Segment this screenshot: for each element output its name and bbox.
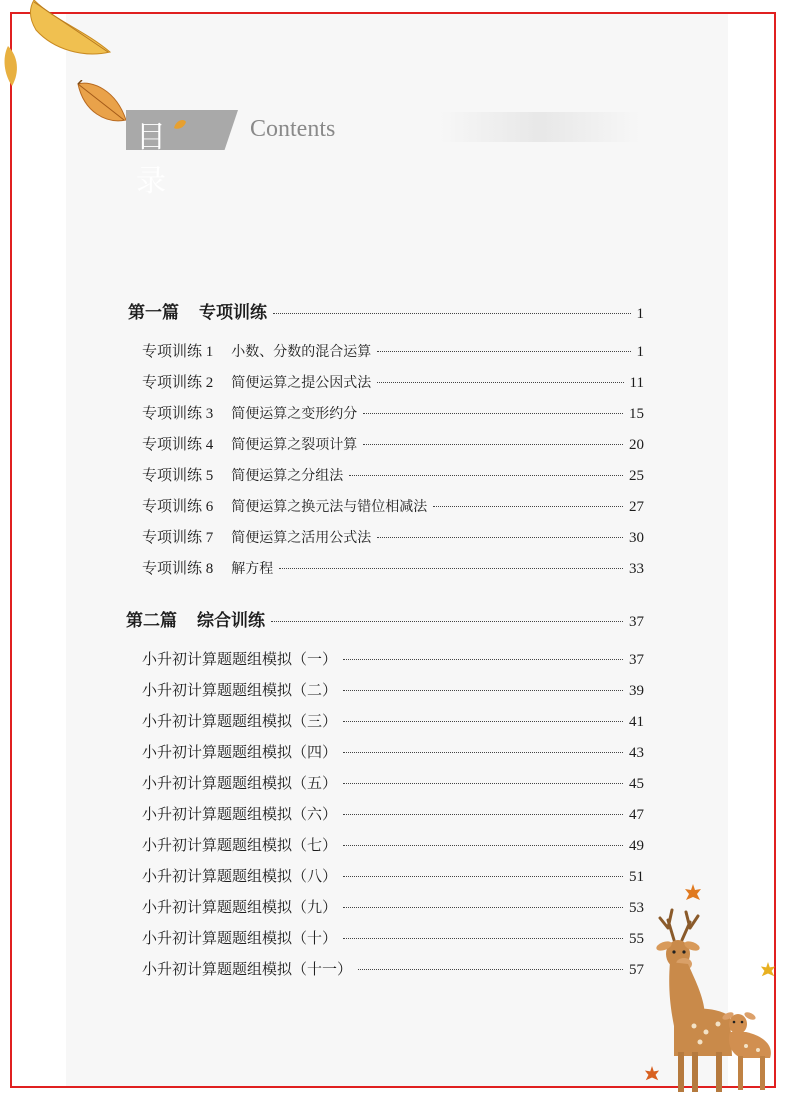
entry-label: 专项训练 1 <box>142 344 214 360</box>
page-number: 27 <box>629 499 644 515</box>
entry-title: 小升初计算题题组模拟（七） <box>142 838 338 854</box>
page-number: 1 <box>636 344 644 360</box>
page-number: 20 <box>629 437 644 453</box>
page-number: 41 <box>629 714 644 730</box>
dot-leader <box>343 876 623 877</box>
entry-title: 小升初计算题题组模拟（五） <box>142 776 338 792</box>
page-number: 51 <box>629 869 644 885</box>
entry-title: 简便运算之活用公式法 <box>231 530 372 546</box>
toc-entry[interactable] <box>142 958 644 979</box>
entry-title: 小升初计算题题组模拟（八） <box>142 869 338 885</box>
dot-leader <box>343 845 623 846</box>
entry-title: 小升初计算题题组模拟（十一） <box>142 962 353 978</box>
entry-title: 小升初计算题题组模拟（六） <box>142 807 338 823</box>
dot-leader <box>349 475 623 476</box>
autumn-leaf-icon <box>2 46 22 86</box>
autumn-leaf-icon <box>172 118 188 132</box>
dot-leader <box>363 444 623 445</box>
maple-leaf-icon <box>684 884 702 902</box>
entry-label: 专项训练 3 <box>142 406 214 422</box>
dot-leader <box>363 413 623 414</box>
dot-leader <box>433 506 623 507</box>
deer-illustration <box>634 906 784 1096</box>
entry-title: 简便运算之提公因式法 <box>231 375 372 391</box>
section-label: 第一篇 <box>128 303 179 323</box>
page-number: 47 <box>629 807 644 823</box>
toc-entry[interactable] <box>142 710 644 731</box>
section-label: 第二篇 <box>126 611 177 631</box>
page-number: 25 <box>629 468 644 484</box>
autumn-leaf-icon <box>72 80 128 126</box>
toc-entry[interactable] <box>142 927 644 948</box>
toc-entry[interactable] <box>142 834 644 855</box>
entry-title: 简便运算之裂项计算 <box>231 437 358 453</box>
dot-leader <box>271 621 623 622</box>
page-number: 30 <box>629 530 644 546</box>
dot-leader <box>343 721 623 722</box>
page-number: 49 <box>629 838 644 854</box>
entry-label: 专项训练 7 <box>142 530 214 546</box>
page-number: 39 <box>629 683 644 699</box>
entry-title: 小升初计算题题组模拟（二） <box>142 683 338 699</box>
toc-entry[interactable] <box>142 865 644 886</box>
toc-entry[interactable] <box>142 648 644 669</box>
section-name: 专项训练 <box>199 303 267 323</box>
dot-leader <box>377 351 630 352</box>
toc-entry[interactable] <box>142 464 644 485</box>
page-number: 55 <box>629 931 644 947</box>
section-name: 综合训练 <box>197 611 265 631</box>
header-decoration <box>440 112 640 142</box>
dot-leader <box>343 690 623 691</box>
toc-entry[interactable] <box>142 557 644 578</box>
page-number: 1 <box>636 306 644 322</box>
entry-title: 小升初计算题题组模拟（一） <box>142 652 338 668</box>
dot-leader <box>377 382 623 383</box>
page-number: 43 <box>629 745 644 761</box>
toc-entry[interactable] <box>142 433 644 454</box>
autumn-leaf-icon <box>14 0 114 70</box>
page-number: 33 <box>629 561 644 577</box>
title-en: Contents <box>250 116 336 142</box>
dot-leader <box>279 568 623 569</box>
toc-entry[interactable] <box>142 371 644 392</box>
page-number: 11 <box>629 375 644 391</box>
page-number: 37 <box>629 614 644 630</box>
section-heading[interactable] <box>128 298 644 323</box>
dot-leader <box>343 938 623 939</box>
page-number: 45 <box>629 776 644 792</box>
entry-label: 专项训练 8 <box>142 561 214 577</box>
entry-title: 简便运算之变形约分 <box>231 406 358 422</box>
entry-title: 小升初计算题题组模拟（四） <box>142 745 338 761</box>
entry-title: 小数、分数的混合运算 <box>231 344 372 360</box>
dot-leader <box>343 814 623 815</box>
title-cn: 目录 <box>136 120 170 199</box>
entry-title: 小升初计算题题组模拟（九） <box>142 900 338 916</box>
dot-leader <box>343 783 623 784</box>
page-number: 37 <box>629 652 644 668</box>
toc-entry[interactable] <box>142 803 644 824</box>
toc-entry[interactable] <box>142 679 644 700</box>
entry-title: 小升初计算题题组模拟（十） <box>142 931 338 947</box>
dot-leader <box>343 907 623 908</box>
toc-entry[interactable] <box>142 896 644 917</box>
entry-label: 专项训练 2 <box>142 375 214 391</box>
entry-title: 简便运算之换元法与错位相减法 <box>231 499 428 515</box>
section-heading[interactable] <box>126 606 644 631</box>
dot-leader <box>377 537 623 538</box>
toc-entry[interactable] <box>142 526 644 547</box>
entry-label: 专项训练 6 <box>142 499 214 515</box>
entry-label: 专项训练 5 <box>142 468 214 484</box>
toc-entry[interactable] <box>142 772 644 793</box>
entry-label: 专项训练 4 <box>142 437 214 453</box>
dot-leader <box>343 659 623 660</box>
entry-title: 解方程 <box>231 561 274 577</box>
page-number: 57 <box>629 962 644 978</box>
entry-title: 简便运算之分组法 <box>231 468 344 484</box>
entry-title: 小升初计算题题组模拟（三） <box>142 714 338 730</box>
page-number: 53 <box>629 900 644 916</box>
dot-leader <box>273 313 631 314</box>
toc-entry[interactable] <box>142 495 644 516</box>
toc-entry[interactable] <box>142 340 644 361</box>
dot-leader <box>358 969 623 970</box>
toc-entry[interactable] <box>142 402 644 423</box>
page-number: 15 <box>629 406 644 422</box>
toc-entry[interactable] <box>142 741 644 762</box>
dot-leader <box>343 752 623 753</box>
